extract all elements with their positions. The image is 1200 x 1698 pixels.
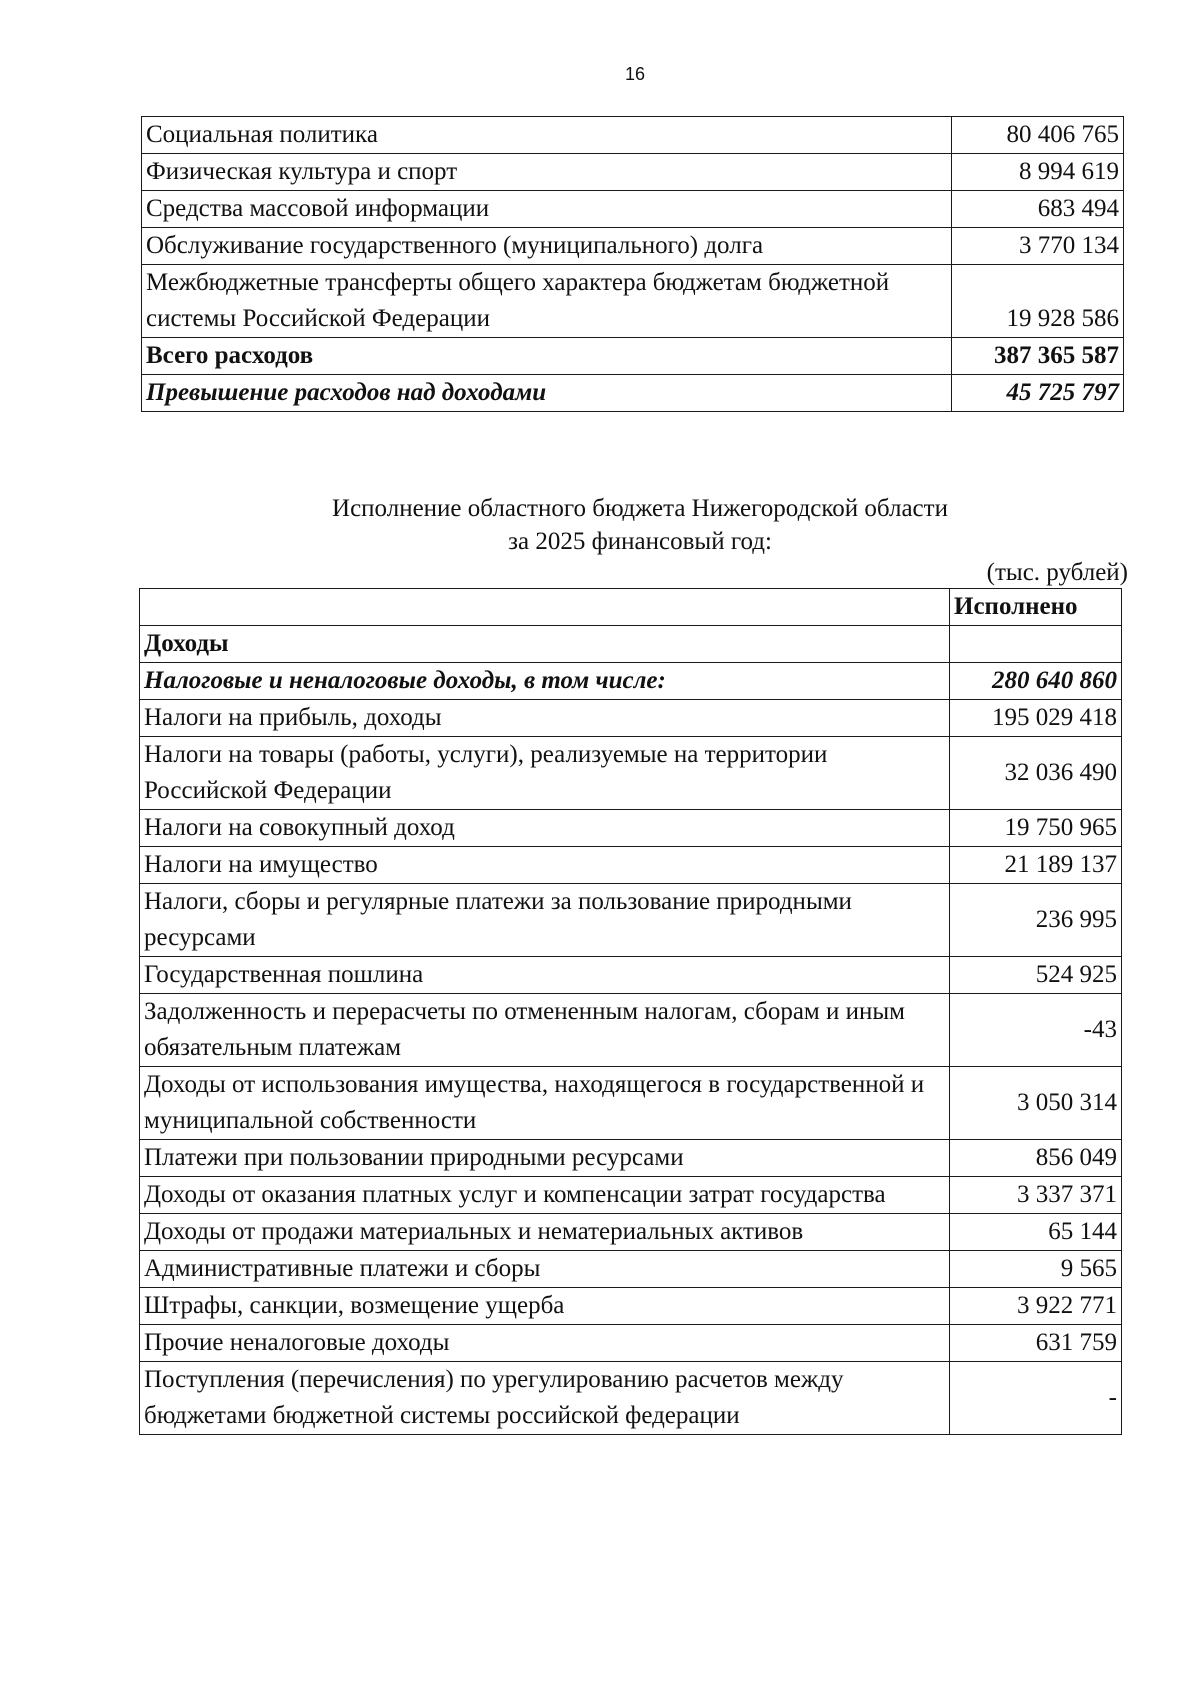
table-row [142, 117, 1124, 154]
row-label: Доходы от продажи материальных и нематериальных активов [140, 1214, 950, 1251]
row-value: - [950, 1362, 1122, 1435]
row-label: Налоги на совокупный доход [140, 810, 950, 847]
revenue-table [139, 588, 1122, 1435]
header-row [140, 589, 1122, 626]
section-title [140, 492, 1140, 558]
table-row [142, 154, 1124, 191]
table-row [142, 265, 1124, 338]
subtotal-label: Налоговые и неналоговые доходы, в том числе: [140, 663, 950, 700]
table-row [140, 1140, 1122, 1177]
row-label: Налоги на имущество [140, 847, 950, 884]
row-label: Штрафы, санкции, возмещение ущерба [140, 1288, 950, 1325]
row-value: 856 049 [950, 1140, 1122, 1177]
row-label: Средства массовой информации [142, 191, 952, 228]
row-value: 631 759 [950, 1325, 1122, 1362]
row-label: Доходы от оказания платных услуг и компенсации затрат государства [140, 1177, 950, 1214]
page-number: 16 [624, 64, 646, 84]
subtotal-row [140, 663, 1122, 700]
table-row [140, 700, 1122, 737]
expenses-table [141, 116, 1124, 412]
row-label: Обслуживание государственного (муниципального) долга [142, 228, 952, 265]
table-row [140, 1325, 1122, 1362]
deficit-value: 45 725 797 [952, 375, 1124, 412]
row-label: Государственная пошлина [140, 957, 950, 994]
total-row [142, 338, 1124, 375]
table-row [140, 1362, 1122, 1435]
total-value: 387 365 587 [952, 338, 1124, 375]
row-value: 3 050 314 [950, 1067, 1122, 1140]
table-row [140, 994, 1122, 1067]
row-value: 3 770 134 [952, 228, 1124, 265]
row-value: 524 925 [950, 957, 1122, 994]
row-value: -43 [950, 994, 1122, 1067]
row-value: 195 029 418 [950, 700, 1122, 737]
row-label: Административные платежи и сборы [140, 1251, 950, 1288]
deficit-label: Превышение расходов над доходами [142, 375, 952, 412]
subtotal-value: 280 640 860 [950, 663, 1122, 700]
row-value: 19 750 965 [950, 810, 1122, 847]
table-row [140, 847, 1122, 884]
section-empty-cell [950, 626, 1122, 663]
title-line-2: за 2025 финансовый год: [508, 528, 772, 555]
row-value: 65 144 [950, 1214, 1122, 1251]
header-empty-cell [140, 589, 950, 626]
row-label: Межбюджетные трансферты общего характера бюджетам бюджетной системы Российской Федерации [142, 265, 952, 338]
table-row [142, 228, 1124, 265]
title-line-1: Исполнение областного бюджета Нижегородской области [332, 495, 948, 522]
table-row [140, 1067, 1122, 1140]
table-row [140, 884, 1122, 957]
row-label: Платежи при пользовании природными ресурсами [140, 1140, 950, 1177]
section-row [140, 626, 1122, 663]
units-note: (тыс. рублей) [986, 559, 1128, 586]
row-label: Налоги на прибыль, доходы [140, 700, 950, 737]
row-value: 32 036 490 [950, 737, 1122, 810]
total-label: Всего расходов [142, 338, 952, 375]
table-row [140, 957, 1122, 994]
row-value: 3 922 771 [950, 1288, 1122, 1325]
table-row [140, 1177, 1122, 1214]
deficit-row [142, 375, 1124, 412]
row-label: Социальная политика [142, 117, 952, 154]
row-label: Задолженность и перерасчеты по отмененным налогам, сборам и иным обязательным платежам [140, 994, 950, 1067]
row-value: 9 565 [950, 1251, 1122, 1288]
row-value: 19 928 586 [952, 265, 1124, 338]
table-row [140, 810, 1122, 847]
row-label: Физическая культура и спорт [142, 154, 952, 191]
row-value: 3 337 371 [950, 1177, 1122, 1214]
section-label: Доходы [140, 626, 950, 663]
table-row [140, 1288, 1122, 1325]
row-value: 80 406 765 [952, 117, 1124, 154]
row-label: Налоги на товары (работы, услуги), реализуемые на территории Российской Федерации [140, 737, 950, 810]
row-value: 21 189 137 [950, 847, 1122, 884]
row-value: 8 994 619 [952, 154, 1124, 191]
row-value: 236 995 [950, 884, 1122, 957]
row-label: Поступления (перечисления) по урегулированию расчетов между бюджетами бюджетной системы российской федерации [140, 1362, 950, 1435]
row-label: Доходы от использования имущества, находящегося в государственной и муниципальной собственности [140, 1067, 950, 1140]
row-label: Прочие неналоговые доходы [140, 1325, 950, 1362]
table-row [142, 191, 1124, 228]
row-value: 683 494 [952, 191, 1124, 228]
table-row [140, 737, 1122, 810]
table-row [140, 1214, 1122, 1251]
row-label: Налоги, сборы и регулярные платежи за пользование природными ресурсами [140, 884, 950, 957]
column-header: Исполнено [950, 589, 1122, 626]
table-row [140, 1251, 1122, 1288]
